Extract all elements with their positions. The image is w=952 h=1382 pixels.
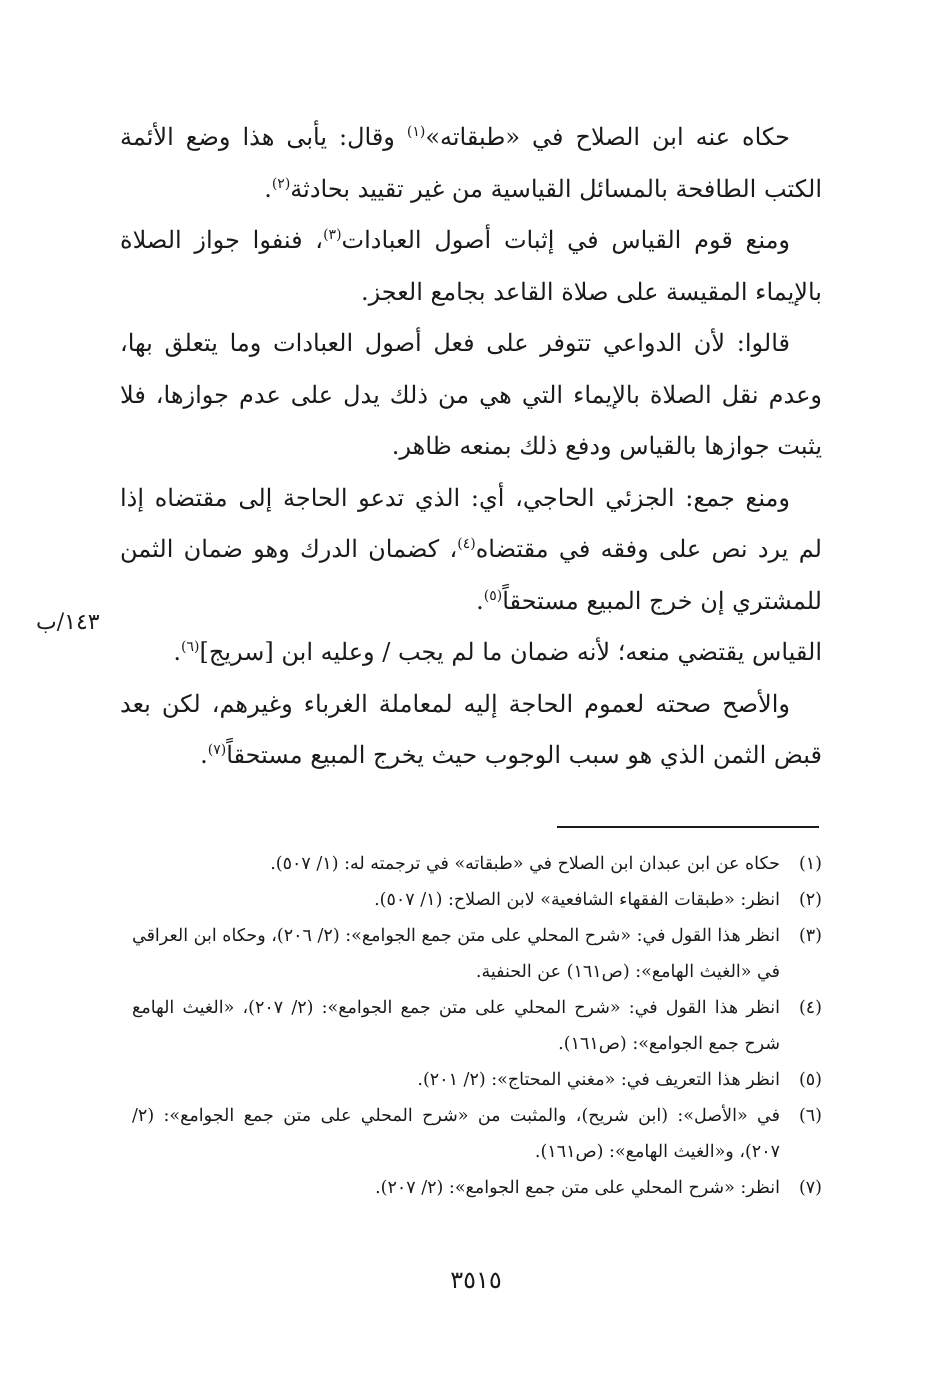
footnote-ref-2[interactable]: (٢): [271, 175, 291, 192]
footnote-number: (٦): [798, 1106, 822, 1126]
footnote-ref-7[interactable]: (٧): [207, 742, 227, 758]
footnote-number: (٤): [798, 998, 822, 1018]
text-run: .: [264, 174, 272, 203]
footnote-1: [132, 846, 822, 882]
text-run: ومنع قوم القياس في إثبات أصول العبادات: [341, 226, 791, 254]
paragraph-3: قالوا: لأن الدواعي تتوفر على فعل أصول العبادات وما يتعلق بها، وعدم نقل الصلاة بالإيماء التي هي من ذلك يدل على عدم جوازها، فلا يثبت جوازها بالقياس ودفع ذلك بمنعه ظاهر.: [120, 329, 822, 460]
manuscript-folio-marker: ١٤٣/ب: [36, 610, 100, 635]
footnote-divider: [557, 826, 819, 828]
text-run: والأصح صحته لعموم الحاجة إليه لمعاملة الغرباء وغيرهم، لكن بعد قبض الثمن الذي هو سبب الوجوب حيث يخرج المبيع مستحقاً: [120, 689, 822, 769]
footnote-number: (٥): [798, 1070, 822, 1090]
main-text: [120, 112, 822, 782]
paragraph-1: [120, 112, 822, 215]
footnote-ref-5[interactable]: (٥): [483, 587, 503, 604]
footnote-number: (٣): [798, 926, 822, 946]
footnote-number: (١): [798, 854, 822, 874]
paragraph-6: [120, 679, 822, 782]
footnote-7: [132, 1170, 822, 1206]
footnote-text: انظر هذا التعريف في: «مغني المحتاج»: (٢/ ٢٠١).: [417, 1070, 780, 1090]
text-run: .: [476, 586, 484, 615]
text-run: ، فنفوا جواز الصلاة بالإيماء المقيسة على صلاة القاعد بجامع العجز.: [120, 226, 822, 306]
footnote-number: (٧): [798, 1178, 822, 1198]
footnotes: [132, 846, 822, 1206]
text-run: القياس يقتضي منعه؛ لأنه ضمان ما لم يجب / وعليه ابن [سريج]: [199, 638, 822, 666]
page-number: ٣٥١٥: [450, 1266, 502, 1294]
text-run: .: [173, 638, 182, 666]
footnote-4: [132, 990, 822, 1062]
footnote-ref-4[interactable]: (٤): [457, 536, 476, 552]
footnote-2: [132, 882, 822, 918]
footnote-number: (٢): [798, 890, 822, 910]
text-run: .: [200, 741, 208, 769]
footnote-ref-3[interactable]: (٣): [323, 227, 342, 243]
paragraph-5: [120, 627, 822, 679]
paragraph-2: [120, 215, 822, 318]
footnote-6: [132, 1098, 822, 1170]
text-run: وقال: يأبى هذا وضع الأئمة الكتب الطافحة بالمسائل القياسية من غير تقييد بحادثة: [120, 123, 822, 203]
footnote-text: انظر: «طبقات الفقهاء الشافعية» لابن الصلاح: (١/ ٥٠٧).: [374, 890, 780, 910]
footnote-text: انظر هذا القول في: «شرح المحلي على متن جمع الجوامع»: (٢/ ٢٠٧)، «الغيث الهامع شرح جمع الجوامع»: (ص١٦١).: [132, 998, 780, 1054]
footnote-5: [132, 1062, 822, 1098]
text-run: ومنع جمع: الجزئي الحاجي، أي: الذي تدعو الحاجة إلى مقتضاه إذا لم يرد نص على وفقه في مقتضاه: [120, 483, 822, 563]
footnote-text: انظر: «شرح المحلي على متن جمع الجوامع»: (٢/ ٢٠٧).: [375, 1178, 780, 1198]
footnote-text: انظر هذا القول في: «شرح المحلي على متن جمع الجوامع»: (٢/ ٢٠٦)، وحكاه ابن العراقي في «الغيث الهامع»: (ص١٦١) عن الحنفية.: [131, 926, 780, 982]
footnote-3: [132, 918, 822, 990]
footnote-text: حكاه عن ابن عبدان ابن الصلاح في «طبقاته» في ترجمته له: (١/ ٥٠٧).: [270, 854, 780, 874]
text-run: ، كضمان الدرك وهو ضمان الثمن للمشتري إن خرج المبيع مستحقاً: [120, 535, 822, 615]
footnote-ref-6[interactable]: (٦): [181, 639, 200, 655]
paragraph-4: [120, 473, 822, 628]
footnote-ref-1[interactable]: (١): [406, 124, 426, 140]
text-run: حكاه عنه ابن الصلاح في «طبقاته»: [425, 123, 790, 151]
footnote-text: في «الأصل»: (ابن شريح)، والمثبت من «شرح المحلي على متن جمع الجوامع»: (٢/ ٢٠٧)، و«الغيث الهامع»: (ص١٦١).: [132, 1106, 780, 1162]
